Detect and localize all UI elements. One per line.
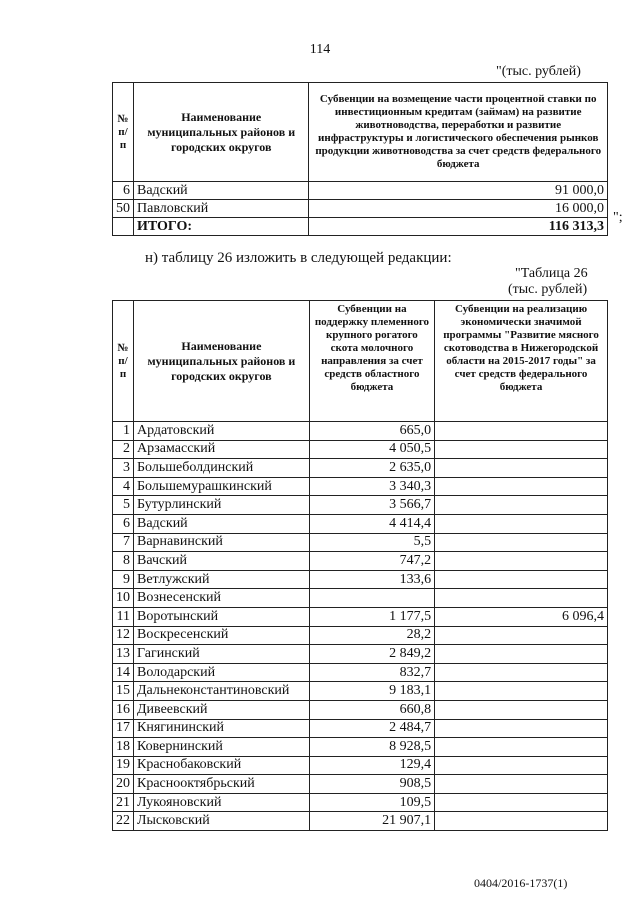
table2-header-num: № п/п (113, 301, 134, 422)
table-row (113, 738, 608, 757)
table1-header-subsidy: Субвенции на возмещение части процентной ставки по инвестиционным кредитам (займам) на развитие животноводства, переработки и развитие инфраструктуры и логистического обеспечения рынков продукции животноводства за счет средств федерального бюджета (309, 83, 608, 182)
table2-row-name: Вачский (134, 552, 310, 571)
table-row (113, 793, 608, 812)
table2-header-name: Наименование муниципальных районов и городских округов (134, 301, 310, 422)
table1-row-value: 16 000,0 (309, 200, 608, 218)
table2-row-name: Варнавинский (134, 533, 310, 552)
table2-row-name: Арзамасский (134, 440, 310, 459)
table2-body (113, 422, 608, 831)
table2-row-name: Лысковский (134, 812, 310, 831)
table2-row-num: 2 (113, 440, 134, 459)
table2-row-num: 20 (113, 775, 134, 794)
table2-row-value-2 (435, 422, 608, 441)
table1-row-num: 6 (113, 182, 134, 200)
table2-row-name: Воскресенский (134, 626, 310, 645)
table2-row-value-2 (435, 459, 608, 478)
table2-row-value-1: 665,0 (309, 422, 434, 441)
table-row (113, 533, 608, 552)
table2-row-num: 3 (113, 459, 134, 478)
table2-row-value-2 (435, 626, 608, 645)
table-row (113, 182, 608, 200)
table2-row-value-2 (435, 440, 608, 459)
table2-row-name: Большеболдинский (134, 459, 310, 478)
table2-row-num: 21 (113, 793, 134, 812)
table2-row-value-1: 3 566,7 (309, 496, 434, 515)
table2-row-num: 15 (113, 682, 134, 701)
table2-row-name: Ветлужский (134, 570, 310, 589)
table1-header-row (113, 83, 608, 182)
table2-row-value-2 (435, 552, 608, 571)
table2-row-value-2: 6 096,4 (435, 607, 608, 626)
table2-row-name: Дальнеконстантиновский (134, 682, 310, 701)
table1-row-num: 50 (113, 200, 134, 218)
table-row (113, 459, 608, 478)
table2-row-num: 9 (113, 570, 134, 589)
table2-row-value-1: 1 177,5 (309, 607, 434, 626)
table2-row-value-2 (435, 738, 608, 757)
table2-row-value-1: 129,4 (309, 756, 434, 775)
table2-row-name: Вознесенский (134, 589, 310, 608)
table2-row-num: 19 (113, 756, 134, 775)
table2-row-value-2 (435, 756, 608, 775)
table2 (112, 300, 608, 831)
table1-total-value: 116 313,3 (309, 218, 608, 236)
table2-row-name: Ардатовский (134, 422, 310, 441)
table2-row-num: 22 (113, 812, 134, 831)
table2-row-value-1: 832,7 (309, 663, 434, 682)
table2-row-num: 14 (113, 663, 134, 682)
table2-row-value-1: 2 849,2 (309, 645, 434, 664)
table2-row-num: 7 (113, 533, 134, 552)
table2-row-name: Володарский (134, 663, 310, 682)
table2-row-num: 4 (113, 477, 134, 496)
table2-row-value-1: 747,2 (309, 552, 434, 571)
table2-row-value-1: 8 928,5 (309, 738, 434, 757)
table2-row-value-1: 9 183,1 (309, 682, 434, 701)
table2-row-value-1: 908,5 (309, 775, 434, 794)
table-row (113, 700, 608, 719)
table2-row-num: 6 (113, 514, 134, 533)
table2-row-value-2 (435, 812, 608, 831)
table1-row-name: Вадский (134, 182, 309, 200)
table2-header-col1: Субвенции на поддержку племенного крупного рогатого скота молочного направления за счет средств областного бюджета (309, 301, 434, 422)
table-row (113, 775, 608, 794)
table2-row-num: 5 (113, 496, 134, 515)
table2-row-value-2 (435, 793, 608, 812)
table2-row-value-1: 2 484,7 (309, 719, 434, 738)
table2-row-num: 16 (113, 700, 134, 719)
table2-row-value-1: 3 340,3 (309, 477, 434, 496)
table-row (113, 477, 608, 496)
table2-row-num: 1 (113, 422, 134, 441)
table1-unit: "(тыс. рублей) (496, 64, 581, 79)
page-number: 114 (309, 42, 331, 57)
table-row (113, 682, 608, 701)
table1-total-label: ИТОГО: (134, 218, 309, 236)
table-row (113, 756, 608, 775)
table2-row-num: 18 (113, 738, 134, 757)
table2-row-name: Бутурлинский (134, 496, 310, 515)
table2-row-value-2 (435, 589, 608, 608)
table2-row-value-2 (435, 682, 608, 701)
table2-row-value-2 (435, 663, 608, 682)
table1-row-name: Павловский (134, 200, 309, 218)
table2-row-num: 10 (113, 589, 134, 608)
table-row (113, 514, 608, 533)
table1-end-mark: "; (613, 210, 623, 225)
table1 (112, 82, 608, 236)
table-row (113, 589, 608, 608)
table2-row-value-1: 4 414,4 (309, 514, 434, 533)
table2-row-value-1: 21 907,1 (309, 812, 434, 831)
table2-row-value-1: 109,5 (309, 793, 434, 812)
table2-row-value-1: 2 635,0 (309, 459, 434, 478)
table2-row-num: 12 (113, 626, 134, 645)
table-row (113, 200, 608, 218)
table1-row-value: 91 000,0 (309, 182, 608, 200)
table2-row-value-2 (435, 477, 608, 496)
table2-row-name: Гагинский (134, 645, 310, 664)
table-row (113, 812, 608, 831)
table2-row-name: Краснобаковский (134, 756, 310, 775)
table2-row-value-1: 28,2 (309, 626, 434, 645)
table1-total-empty (113, 218, 134, 236)
table2-row-name: Краснооктябрьский (134, 775, 310, 794)
table2-row-value-1 (309, 589, 434, 608)
table2-row-value-2 (435, 700, 608, 719)
table2-row-num: 8 (113, 552, 134, 571)
table-row (113, 645, 608, 664)
table2-row-value-1: 660,8 (309, 700, 434, 719)
table1-total-row (113, 218, 608, 236)
table2-row-name: Ковернинский (134, 738, 310, 757)
table-row (113, 607, 608, 626)
table2-header-row (113, 301, 608, 422)
table2-row-value-2 (435, 775, 608, 794)
table-row (113, 496, 608, 515)
table2-row-value-2 (435, 533, 608, 552)
table-row (113, 663, 608, 682)
table-row (113, 422, 608, 441)
table2-row-name: Лукояновский (134, 793, 310, 812)
table2-row-name: Княгининский (134, 719, 310, 738)
table2-row-value-2 (435, 496, 608, 515)
table2-row-value-2 (435, 645, 608, 664)
table2-row-value-1: 133,6 (309, 570, 434, 589)
table2-caption: "Таблица 26 (515, 266, 588, 281)
table-row (113, 626, 608, 645)
table2-row-num: 11 (113, 607, 134, 626)
table2-row-name: Воротынский (134, 607, 310, 626)
table2-row-name: Вадский (134, 514, 310, 533)
table-row (113, 552, 608, 571)
paragraph-n: н) таблицу 26 изложить в следующей редакции: (145, 250, 452, 266)
table2-row-value-1: 5,5 (309, 533, 434, 552)
footer-code: 0404/2016-1737(1) (474, 876, 568, 890)
table-row (113, 440, 608, 459)
table2-row-name: Большемурашкинский (134, 477, 310, 496)
table2-header-col2: Субвенции на реализацию экономически значимой программы "Развитие мясного скотоводства в Нижегородской области на 2015-2017 годы" за счет средств федерального бюджета (435, 301, 608, 422)
table-row (113, 570, 608, 589)
table2-unit: (тыс. рублей) (508, 282, 588, 297)
table2-row-name: Дивеевский (134, 700, 310, 719)
table2-row-value-2 (435, 570, 608, 589)
table1-header-num: № п/п (113, 83, 134, 182)
table2-row-value-2 (435, 719, 608, 738)
table2-row-num: 13 (113, 645, 134, 664)
table1-header-name: Наименование муниципальных районов и городских округов (134, 83, 309, 182)
table2-row-value-1: 4 050,5 (309, 440, 434, 459)
table2-row-value-2 (435, 514, 608, 533)
table2-row-num: 17 (113, 719, 134, 738)
table-row (113, 719, 608, 738)
